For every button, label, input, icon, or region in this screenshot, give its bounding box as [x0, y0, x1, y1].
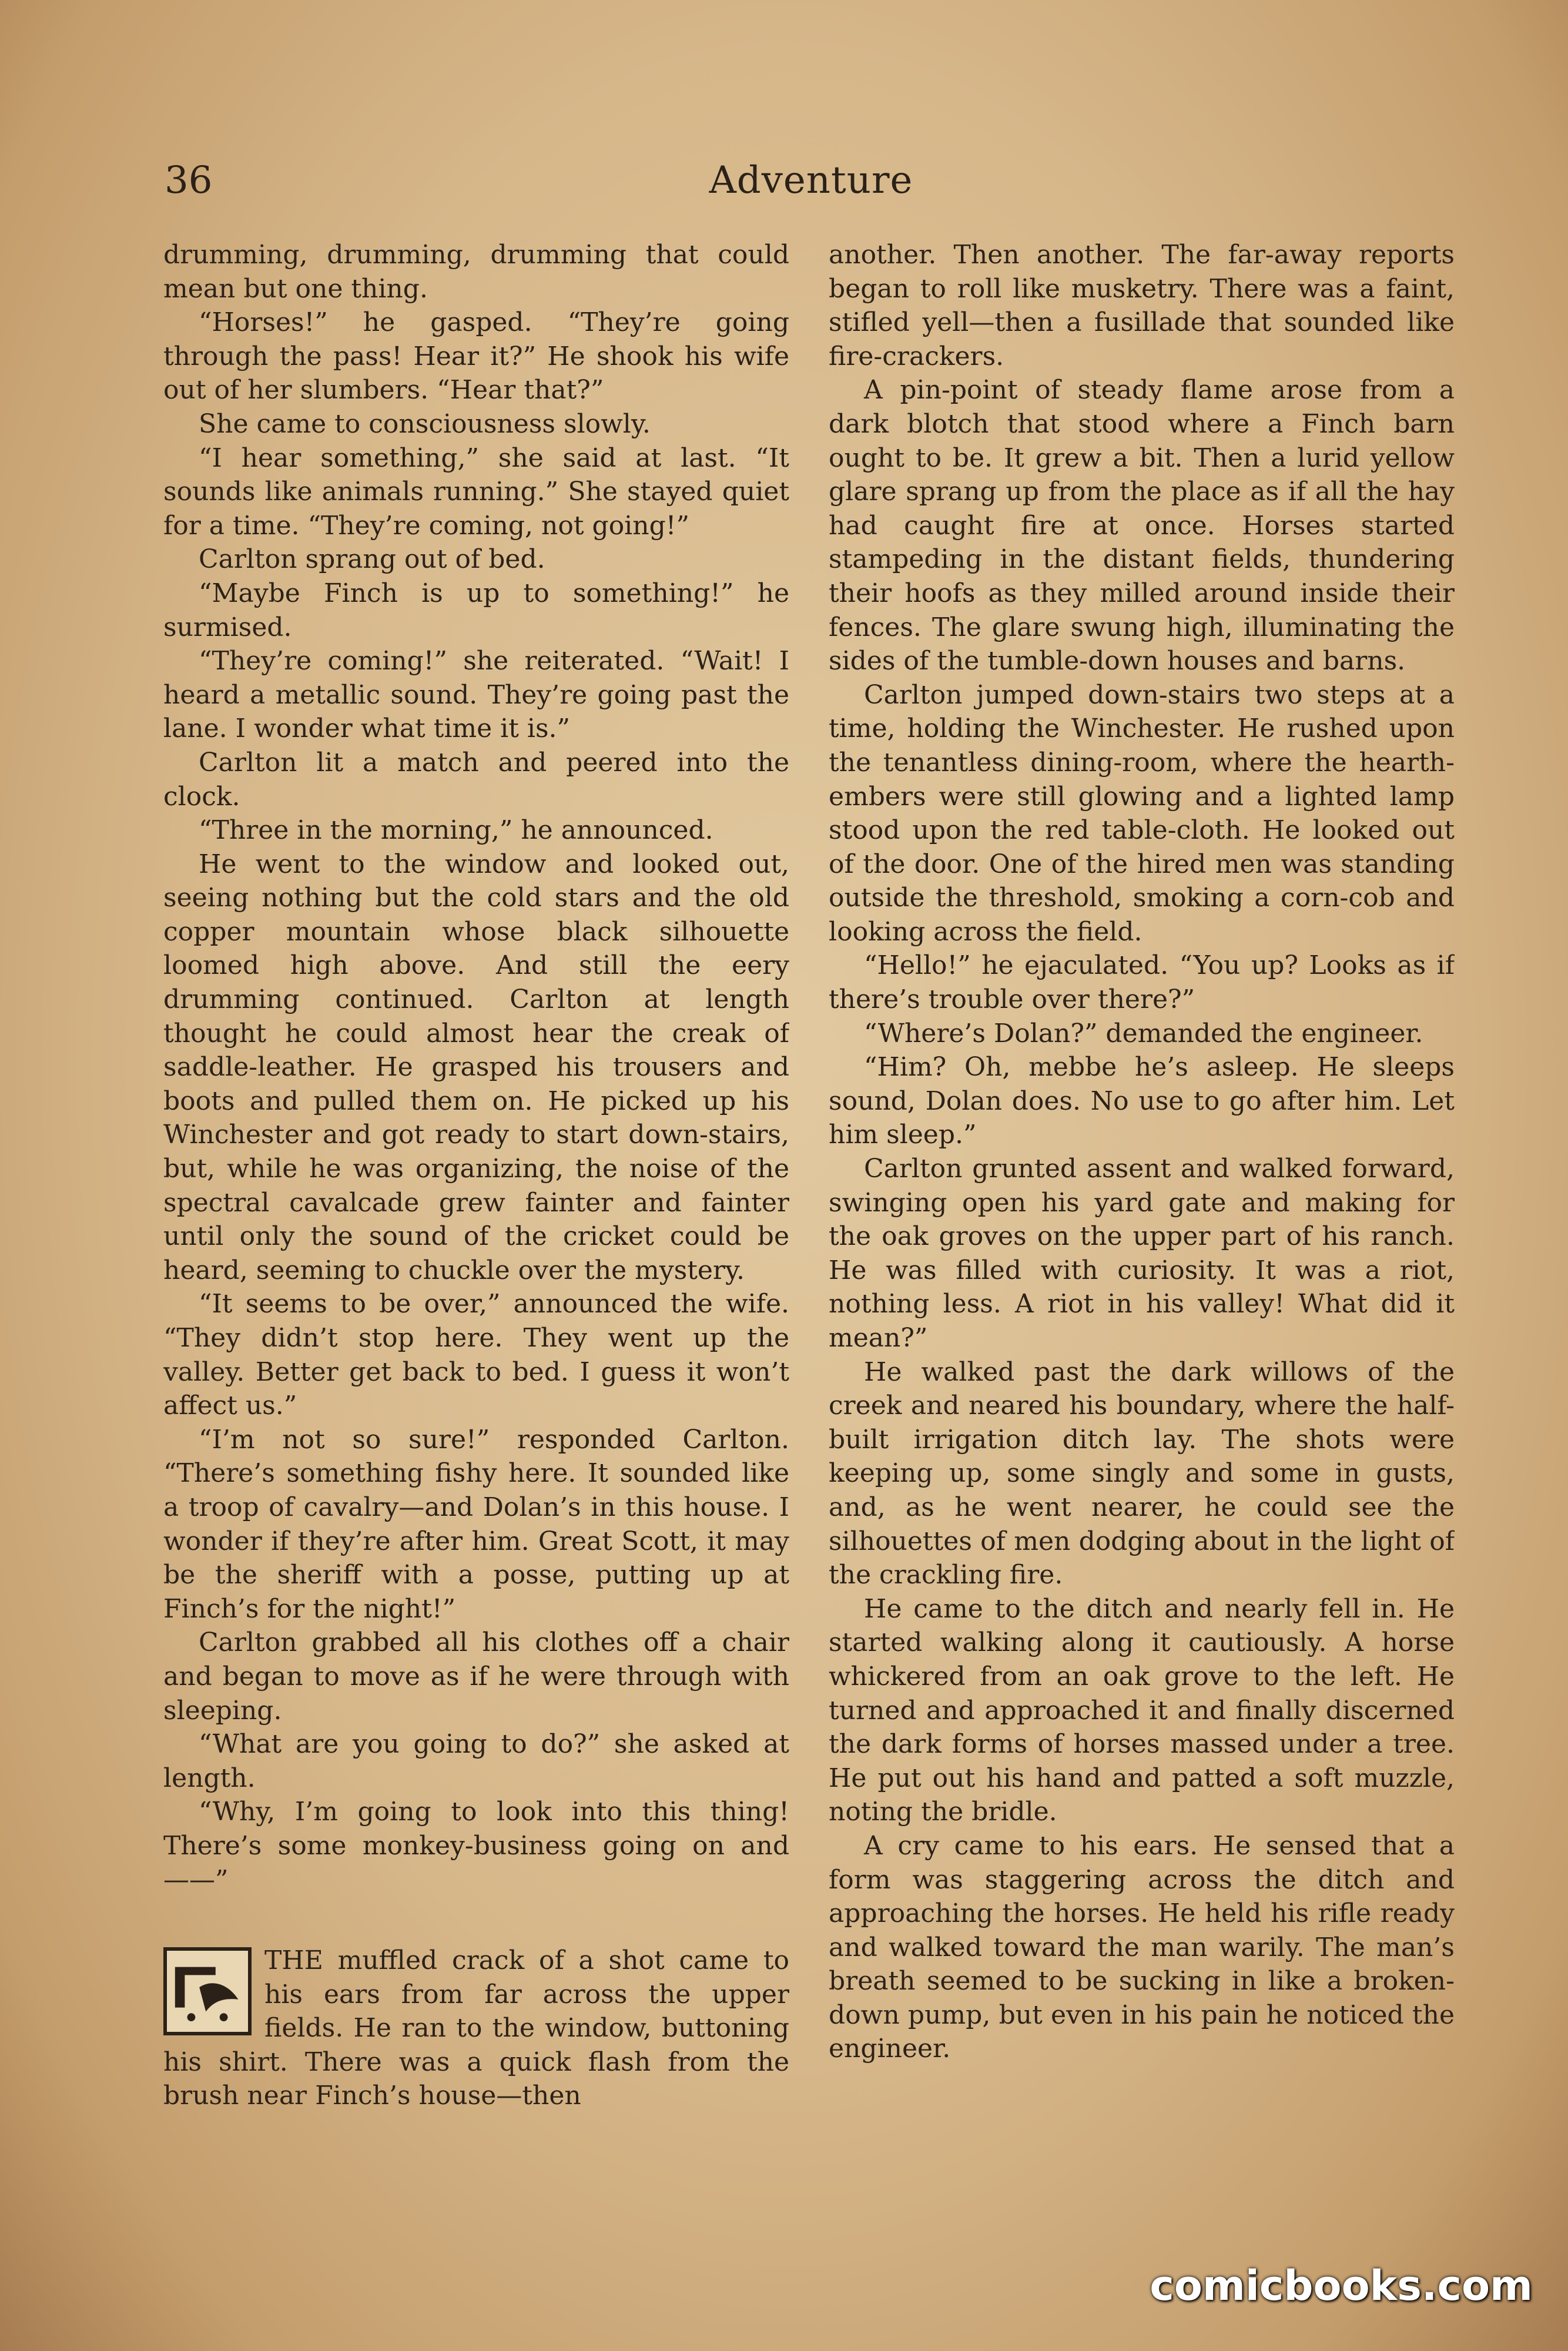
- paragraph: “What are you going to do?” she asked at length.: [163, 1729, 789, 1793]
- paragraph: Carlton lit a match and peered into the clock.: [163, 747, 789, 812]
- paragraph: “Horses!” he gasped. “They’re going through the pass! Hear it?” He shook his wife out of her slumbers. “Hear that?”: [163, 307, 789, 406]
- paragraph: He walked past the dark willows of the creek and neared his boundary, where the half-built irrigation ditch lay. The shots were keeping up, some singly and some in gusts, and, as he went nearer, he could see the silhouettes of men dodging about in the light of the crackling fire.: [829, 1357, 1455, 1590]
- page-number: 36: [165, 159, 213, 202]
- paragraph: “Maybe Finch is up to something!” he surmised.: [163, 578, 789, 642]
- paragraph: A cry came to his ears. He sensed that a form was staggering across the ditch and approaching the horses. He held his rifle ready and walked toward the man warily. The man’s breath seemed to be sucking in like a broken-down pump, but even in his pain he noticed the engineer.: [829, 1830, 1455, 2064]
- paragraph: “I’m not so sure!” responded Carlton. “There’s something fishy here. It sounded like a troop of cavalry—and Dolan’s in this house. I wonder if they’re after him. Great Scott, it may be the sheriff with a posse, putting up at Finch’s for the night!”: [163, 1424, 789, 1624]
- page-header: [165, 154, 1458, 207]
- paragraph: “Why, I’m going to look into this thing! There’s some monkey-business going on and——”: [163, 1797, 789, 1895]
- paragraph: THE muffled crack of a shot came to his ears from far across the upper fields. He ran to the window, buttoning his shirt. There was a quick flash from the brush near Finch’s house—then: [163, 1945, 789, 2111]
- paragraph: Carlton grabbed all his clothes off a chair and began to move as if he were through with sleeping.: [163, 1627, 789, 1726]
- paragraph: “I hear something,” she said at last. “It sounds like animals running.” She stayed quiet for a time. “They’re coming, not going!”: [163, 443, 789, 541]
- site-watermark: comicbooks.com: [1150, 2262, 1533, 2310]
- section-ornament-icon: [163, 1947, 252, 2035]
- right-column: [829, 238, 1455, 2178]
- paragraph: She came to consciousness slowly.: [199, 408, 651, 439]
- paragraph: drumming, drumming, drumming that could mean but one thing.: [163, 240, 789, 304]
- paragraph: “They’re coming!” she reiterated. “Wait! I heard a metallic sound. They’re going past the lane. I wonder what time it is.”: [163, 646, 789, 744]
- paragraph: Carlton grunted assent and walked forward, swinging open his yard gate and making for the oak groves on the upper part of his ranch. He was filled with curiosity. It was a riot, nothing less. A riot in his valley! What did it mean?”: [829, 1154, 1455, 1353]
- section-break: [163, 1897, 789, 1944]
- left-column: [163, 238, 789, 2178]
- paragraph: He went to the window and looked out, seeing nothing but the cold stars and the old copper mountain whose black silhouette loomed high above. And still the eery drumming continued. Carlton at length thought he could almost hear the creak of saddle-leather. He grasped his trousers and boots and pulled them on. He picked up his Winchester and got ready to start down-stairs, but, while he was organizing, the noise of the spectral cavalcade grew fainter and fainter until only the sound of the cricket could be heard, seeming to chuckle over the mystery.: [163, 849, 789, 1285]
- paragraph: “Him? Oh, mebbe he’s asleep. He sleeps sound, Dolan does. No use to go after him. Let him sleep.”: [829, 1052, 1455, 1150]
- paragraph: “Hello!” he ejaculated. “You up? Looks as if there’s trouble over there?”: [829, 950, 1455, 1015]
- magazine-title: Adventure: [709, 159, 913, 202]
- paragraph: A pin-point of steady flame arose from a dark blotch that stood where a Finch barn ought to be. It grew a bit. Then a lurid yellow glare sprang up from the place as if all the hay had caught fire at once. Horses started stampeding in the distant fields, thundering their hoofs as they milled around inside their fences. The glare swung high, illuminating the sides of the tumble-down houses and barns.: [829, 375, 1455, 677]
- paragraph: He came to the ditch and nearly fell in. He started walking along it cautiously. A horse whickered from an oak grove to the left. He turned and approached it and finally discerned the dark forms of horses massed under a tree. He put out his hand and patted a soft muzzle, noting the bridle.: [829, 1593, 1455, 1827]
- paragraph: another. Then another. The far-away reports began to roll like musketry. There was a faint, stifled yell—then a fusillade that sounded like fire-crackers.: [829, 240, 1455, 371]
- paragraph: “It seems to be over,” announced the wife. “They didn’t stop here. They went up the valley. Better get back to bed. I guess it won’t affect us.”: [163, 1289, 789, 1421]
- paragraph: “Three in the morning,” he announced.: [199, 815, 713, 846]
- paragraph: Carlton sprang out of bed.: [199, 544, 545, 575]
- paragraph: “Where’s Dolan?” demanded the engineer.: [864, 1018, 1423, 1049]
- paragraph: Carlton jumped down-stairs two steps at a time, holding the Winchester. He rushed upon the tenantless dining-room, where the hearth-embers were still glowing and a lighted lamp stood upon the red table-cloth. He looked out of the door. One of the hired men was standing outside the threshold, smoking a corn-cob and looking across the field.: [829, 679, 1455, 947]
